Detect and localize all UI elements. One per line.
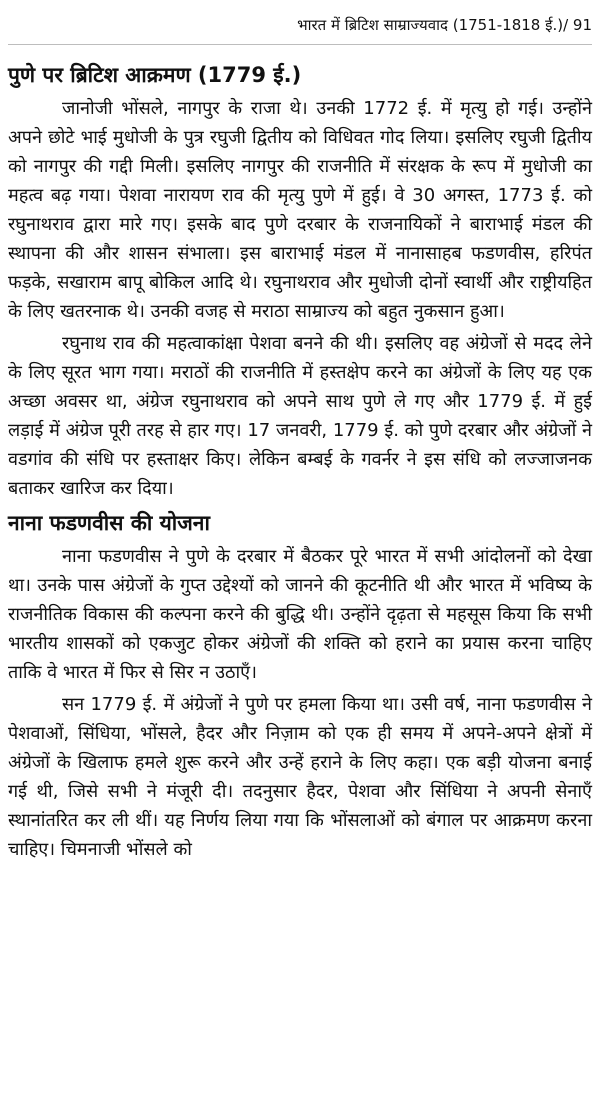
body-paragraph: रघुनाथ राव की महत्वाकांक्षा पेशवा बनने की थी। इसलिए वह अंग्रेजों से मदद लेने के लिए सूरत भाग गया। मराठों की राजनीति में हस्तक्षेप करने का अंग्रेजों के लिए यह एक अच्छा अवसर था, अंग्रेज रघुनाथराव को अपने साथ पुणे ले गए और 1779 ई. में हुई लड़ाई में अंग्रेज पूरी तरह से हार गए। 17 जनवरी, 1779 ई. को पुणे दरबार और अंग्रेजों ने वडगांव की संधि पर हस्ताक्षर किए। लेकिन बम्बई के गवर्नर ने इस संधि को लज्जाजनक बताकर खारिज कर दिया। (8, 333, 592, 499)
section-heading: नाना फडणवीस की योजना (8, 511, 210, 535)
body-paragraph: नाना फडणवीस ने पुणे के दरबार में बैठकर पूरे भारत में सभी आंदोलनों को देखा था। उनके पास अंग्रेजों के गुप्त उद्देश्यों को जानने की कूटनीति थी और भारत में भविष्य के राजनीतिक विकास की कल्पना करने की बुद्धि थी। उन्होंने दृढ़ता से महसूस किया कि सभी भारतीय शासकों को एकजुट होकर अंग्रेजों की शक्ति को हराने का प्रयास करना चाहिए ताकि वे भारत में फिर से सिर न उठाएँ। (8, 546, 592, 683)
section-heading: पुणे पर ब्रिटिश आक्रमण (1779 ई.) (8, 63, 302, 87)
running-header: भारत में ब्रिटिश साम्राज्यवाद (1751-1818 ई.)/ 91 (297, 16, 592, 34)
section-nana-phadnavis-plan (8, 507, 592, 864)
body-paragraph: जानोजी भोंसले, नागपुर के राजा थे। उनकी 1772 ई. में मृत्यु हो गई। उन्होंने अपने छोटे भाई मुधोजी के पुत्र रघुजी द्वितीय को विधिवत गोद लिया। इसलिए रघुजी द्वितीय को नागपुर की गद्दी मिली। इसलिए नागपुर की राजनीति में संरक्षक के रूप में मुधोजी का महत्व बढ़ गया। पेशवा नारायण राव की मृत्यु पुणे में हुई। वे 30 अगस्त, 1773 ई. को रघुनाथराव द्वारा मारे गए। इसके बाद पुणे दरबार के राजनायिकों ने बाराभाई मंडल की स्थापना की और शासन संभाला। इस बाराभाई मंडल में नानासाहब फडणवीस, हरिपंत फड़के, सखाराम बापू बोकिल आदि थे। रघुनाथराव और मुधोजी दोनों स्वार्थी और राष्ट्रीयहित के लिए खतरनाक थे। उनकी वजह से मराठा साम्राज्य को बहुत नुकसान हुआ। (8, 98, 592, 322)
body-paragraph: सन 1779 ई. में अंग्रेजों ने पुणे पर हमला किया था। उसी वर्ष, नाना फडणवीस ने पेशवाओं, सिंधिया, भोंसले, हैदर और निज़ाम को एक ही समय में अपने-अपने क्षेत्रों में अंग्रेजों के खिलाफ हमले शुरू करने और उन्हें हराने के लिए कहा। एक बड़ी योजना बनाई गई थी, जिसे सभी ने मंजूरी दी। तदनुसार हैदर, पेशवा और सिंधिया ने अपनी सेनाएँ स्थानांतरित कर ली थीं। यह निर्णय लिया गया कि भोंसलाओं को बंगाल पर आक्रमण करना चाहिए। चिमनाजी भोंसले को (8, 694, 592, 860)
header-divider (8, 44, 592, 45)
section-british-attack-on-pune (8, 59, 592, 503)
